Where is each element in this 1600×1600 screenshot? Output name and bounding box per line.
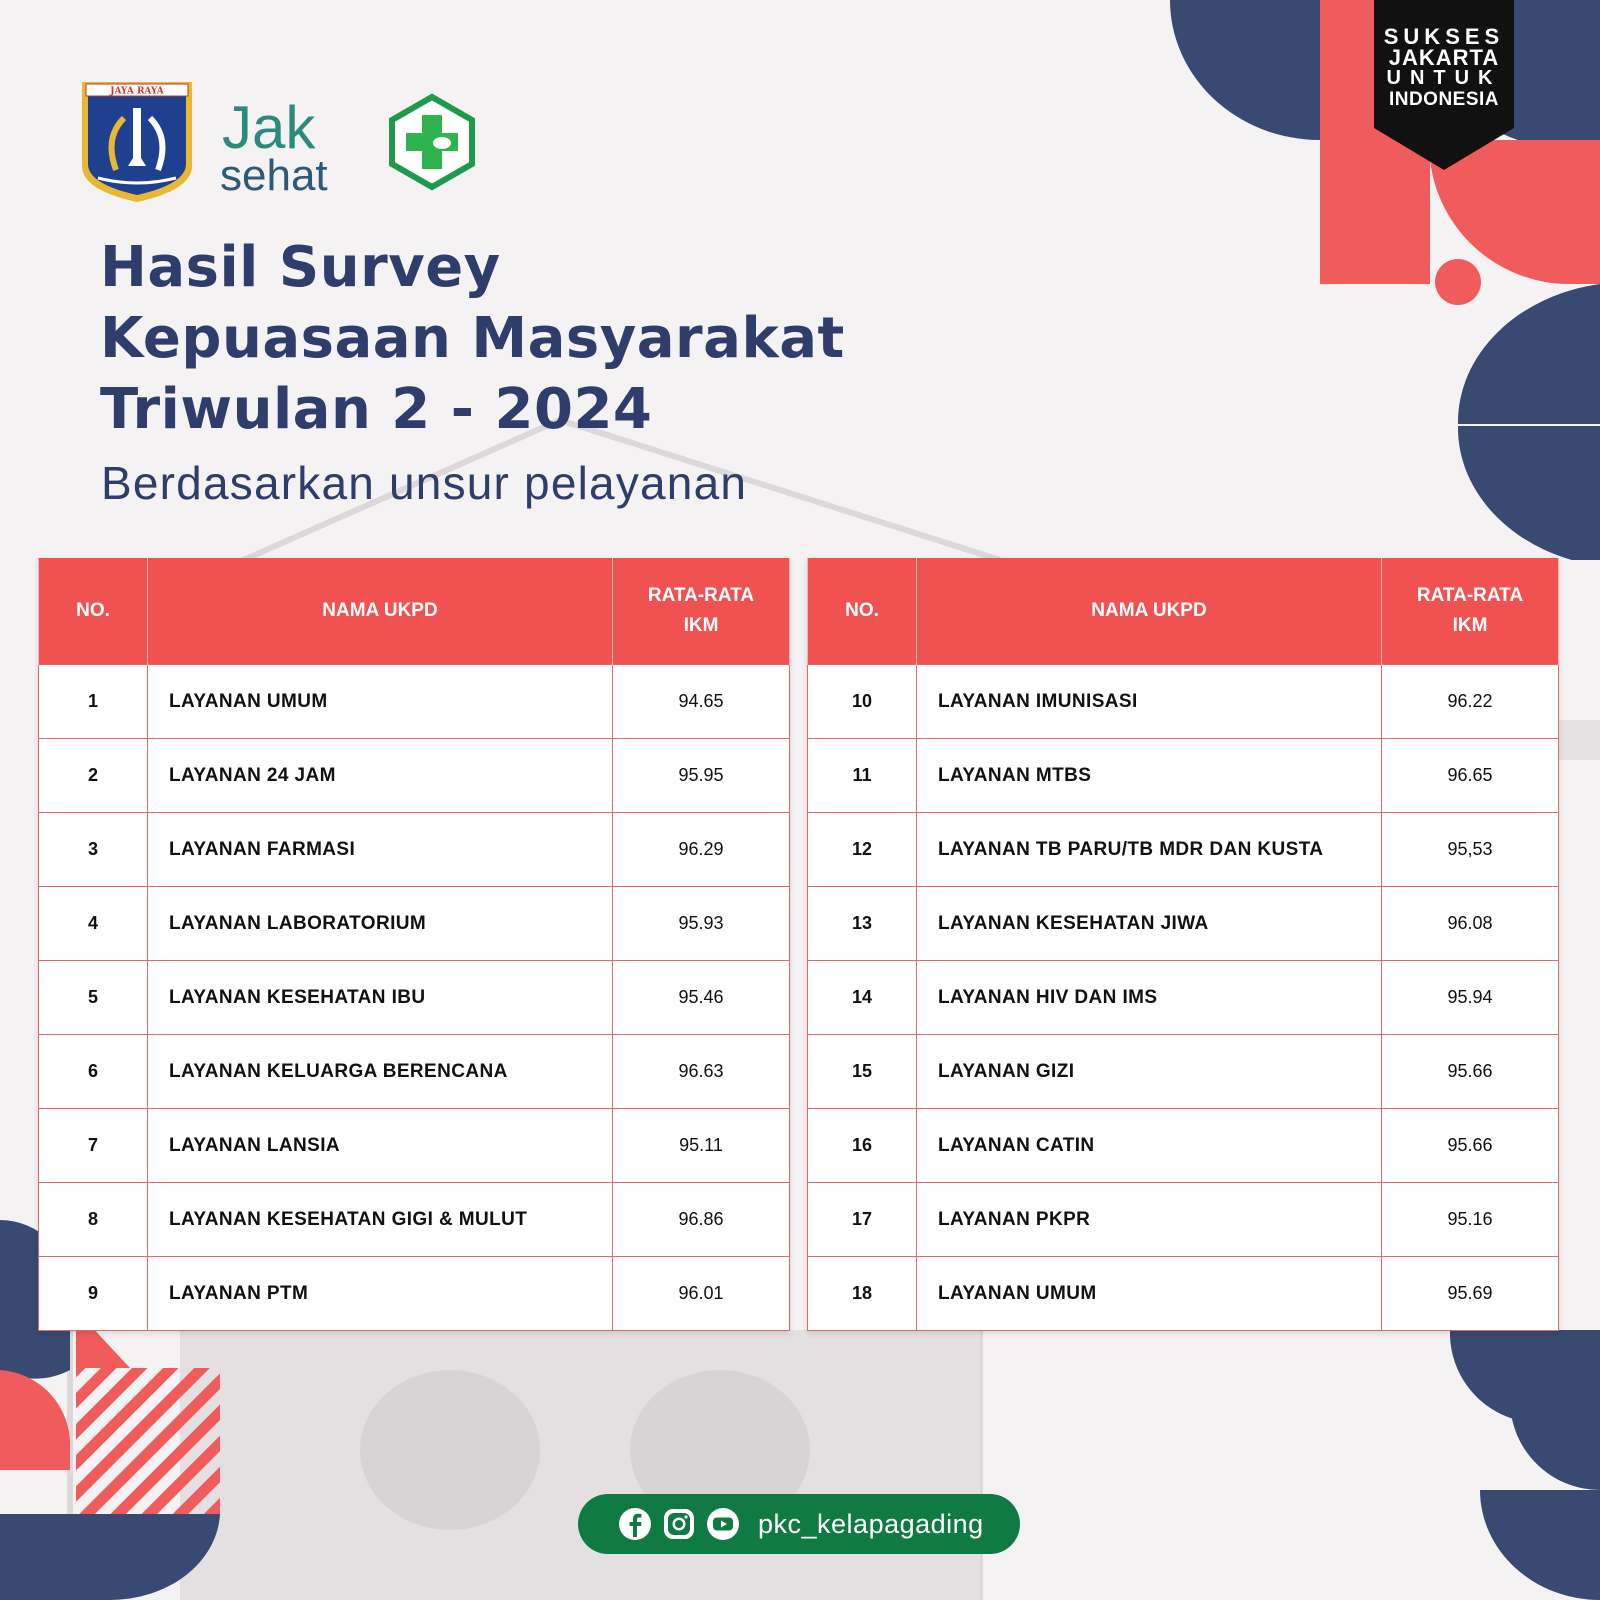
- row-no: 14: [808, 961, 917, 1035]
- row-name: LAYANAN KESEHATAN IBU: [148, 961, 613, 1035]
- dki-emblem-text: JAYA RAYA: [110, 86, 164, 97]
- row-name: LAYANAN KELUARGA BERENCANA: [148, 1035, 613, 1109]
- jaksehat-line-1: Jak: [222, 94, 316, 161]
- table-row: [39, 1257, 790, 1331]
- row-value: 95.66: [1382, 1109, 1559, 1183]
- ikm-table-right: [807, 558, 1559, 1331]
- header-name: NAMA UKPD: [917, 558, 1382, 665]
- row-value: 96.63: [613, 1035, 790, 1109]
- row-value: 95.16: [1382, 1183, 1559, 1257]
- row-no: 4: [39, 887, 148, 961]
- row-value: 95.94: [1382, 961, 1559, 1035]
- row-name: LAYANAN GIZI: [917, 1035, 1382, 1109]
- row-value: 96.08: [1382, 887, 1559, 961]
- row-value: 95.93: [613, 887, 790, 961]
- table-row: [39, 1183, 790, 1257]
- row-value: 94.65: [613, 665, 790, 739]
- row-name: LAYANAN CATIN: [917, 1109, 1382, 1183]
- row-no: 18: [808, 1257, 917, 1331]
- table-row: [808, 1035, 1559, 1109]
- dki-jakarta-emblem-logo: [78, 78, 196, 206]
- row-no: 10: [808, 665, 917, 739]
- youtube-icon[interactable]: [706, 1507, 740, 1541]
- row-name: LAYANAN UMUM: [917, 1257, 1382, 1331]
- header-value-line-2: IKM: [683, 615, 719, 636]
- table-row: [808, 813, 1559, 887]
- row-value: 95.69: [1382, 1257, 1559, 1331]
- table-row: [39, 1109, 790, 1183]
- health-center-logo: [386, 93, 478, 191]
- table-row: [39, 887, 790, 961]
- header-value: [1382, 558, 1559, 665]
- title-line-3: Triwulan 2 - 2024: [100, 377, 653, 442]
- page-subtitle: Berdasarkan unsur pelayanan: [101, 457, 748, 509]
- row-no: 16: [808, 1109, 917, 1183]
- row-value: 96.65: [1382, 739, 1559, 813]
- row-name: LAYANAN UMUM: [148, 665, 613, 739]
- row-no: 7: [39, 1109, 148, 1183]
- row-no: 17: [808, 1183, 917, 1257]
- table-row: [808, 961, 1559, 1035]
- badge-line-2: JAKARTA: [1388, 45, 1500, 70]
- row-no: 2: [39, 739, 148, 813]
- row-value: 96.22: [1382, 665, 1559, 739]
- header-name: NAMA UKPD: [148, 558, 613, 665]
- table-header-row: [808, 558, 1559, 665]
- header-value: [613, 558, 790, 665]
- row-no: 5: [39, 961, 148, 1035]
- row-name: LAYANAN MTBS: [917, 739, 1382, 813]
- row-name: LAYANAN LABORATORIUM: [148, 887, 613, 961]
- table-row: [39, 1035, 790, 1109]
- header-value-line-1: RATA-RATA: [647, 585, 755, 606]
- facebook-icon[interactable]: [618, 1507, 652, 1541]
- decor-shapes-bottom-right: [1450, 1330, 1600, 1600]
- header-no: NO.: [808, 558, 917, 665]
- badge-line-4: INDONESIA: [1388, 89, 1500, 110]
- row-name: LAYANAN PTM: [148, 1257, 613, 1331]
- row-value: 95.95: [613, 739, 790, 813]
- row-name: LAYANAN KESEHATAN JIWA: [917, 887, 1382, 961]
- jaksehat-logo: [218, 92, 368, 192]
- jaksehat-line-2: sehat: [220, 151, 328, 192]
- row-name: LAYANAN FARMASI: [148, 813, 613, 887]
- row-no: 13: [808, 887, 917, 961]
- logo-row: [78, 78, 478, 206]
- table-row: [808, 739, 1559, 813]
- row-no: 12: [808, 813, 917, 887]
- page-title: [100, 232, 845, 445]
- social-media-pill: [578, 1494, 1020, 1554]
- badge-line-1: SUKSES: [1383, 24, 1505, 49]
- table-row: [39, 813, 790, 887]
- row-name: LAYANAN LANSIA: [148, 1109, 613, 1183]
- title-line-2: Kepuasaan Masyarakat: [100, 306, 845, 371]
- row-value: 95.66: [1382, 1035, 1559, 1109]
- header-value-line-1: RATA-RATA: [1416, 585, 1524, 606]
- row-value: 96.29: [613, 813, 790, 887]
- table-row: [808, 1183, 1559, 1257]
- header-value-line-2: IKM: [1452, 615, 1488, 636]
- row-name: LAYANAN 24 JAM: [148, 739, 613, 813]
- row-name: LAYANAN PKPR: [917, 1183, 1382, 1257]
- social-handle[interactable]: pkc_kelapagading: [758, 1508, 984, 1539]
- table-row: [39, 665, 790, 739]
- table-row: [39, 739, 790, 813]
- row-name: LAYANAN HIV DAN IMS: [917, 961, 1382, 1035]
- table-header-row: [39, 558, 790, 665]
- row-name: LAYANAN KESEHATAN GIGI & MULUT: [148, 1183, 613, 1257]
- header-no: NO.: [39, 558, 148, 665]
- row-no: 8: [39, 1183, 148, 1257]
- badge-text: [1374, 26, 1514, 110]
- row-no: 11: [808, 739, 917, 813]
- row-value: 95.11: [613, 1109, 790, 1183]
- row-no: 6: [39, 1035, 148, 1109]
- row-value: 96.86: [613, 1183, 790, 1257]
- table-row: [39, 961, 790, 1035]
- row-value: 96.01: [613, 1257, 790, 1331]
- badge-line-3: UNTUK: [1386, 67, 1502, 89]
- row-name: LAYANAN TB PARU/TB MDR DAN KUSTA: [917, 813, 1382, 887]
- row-value: 95,53: [1382, 813, 1559, 887]
- table-row: [808, 887, 1559, 961]
- row-no: 9: [39, 1257, 148, 1331]
- instagram-icon[interactable]: [662, 1507, 696, 1541]
- table-row: [808, 665, 1559, 739]
- row-no: 3: [39, 813, 148, 887]
- row-value: 95.46: [613, 961, 790, 1035]
- table-row: [808, 1109, 1559, 1183]
- table-row: [808, 1257, 1559, 1331]
- ikm-table-left: [38, 558, 790, 1331]
- title-line-1: Hasil Survey: [100, 235, 501, 300]
- row-name: LAYANAN IMUNISASI: [917, 665, 1382, 739]
- row-no: 1: [39, 665, 148, 739]
- row-no: 15: [808, 1035, 917, 1109]
